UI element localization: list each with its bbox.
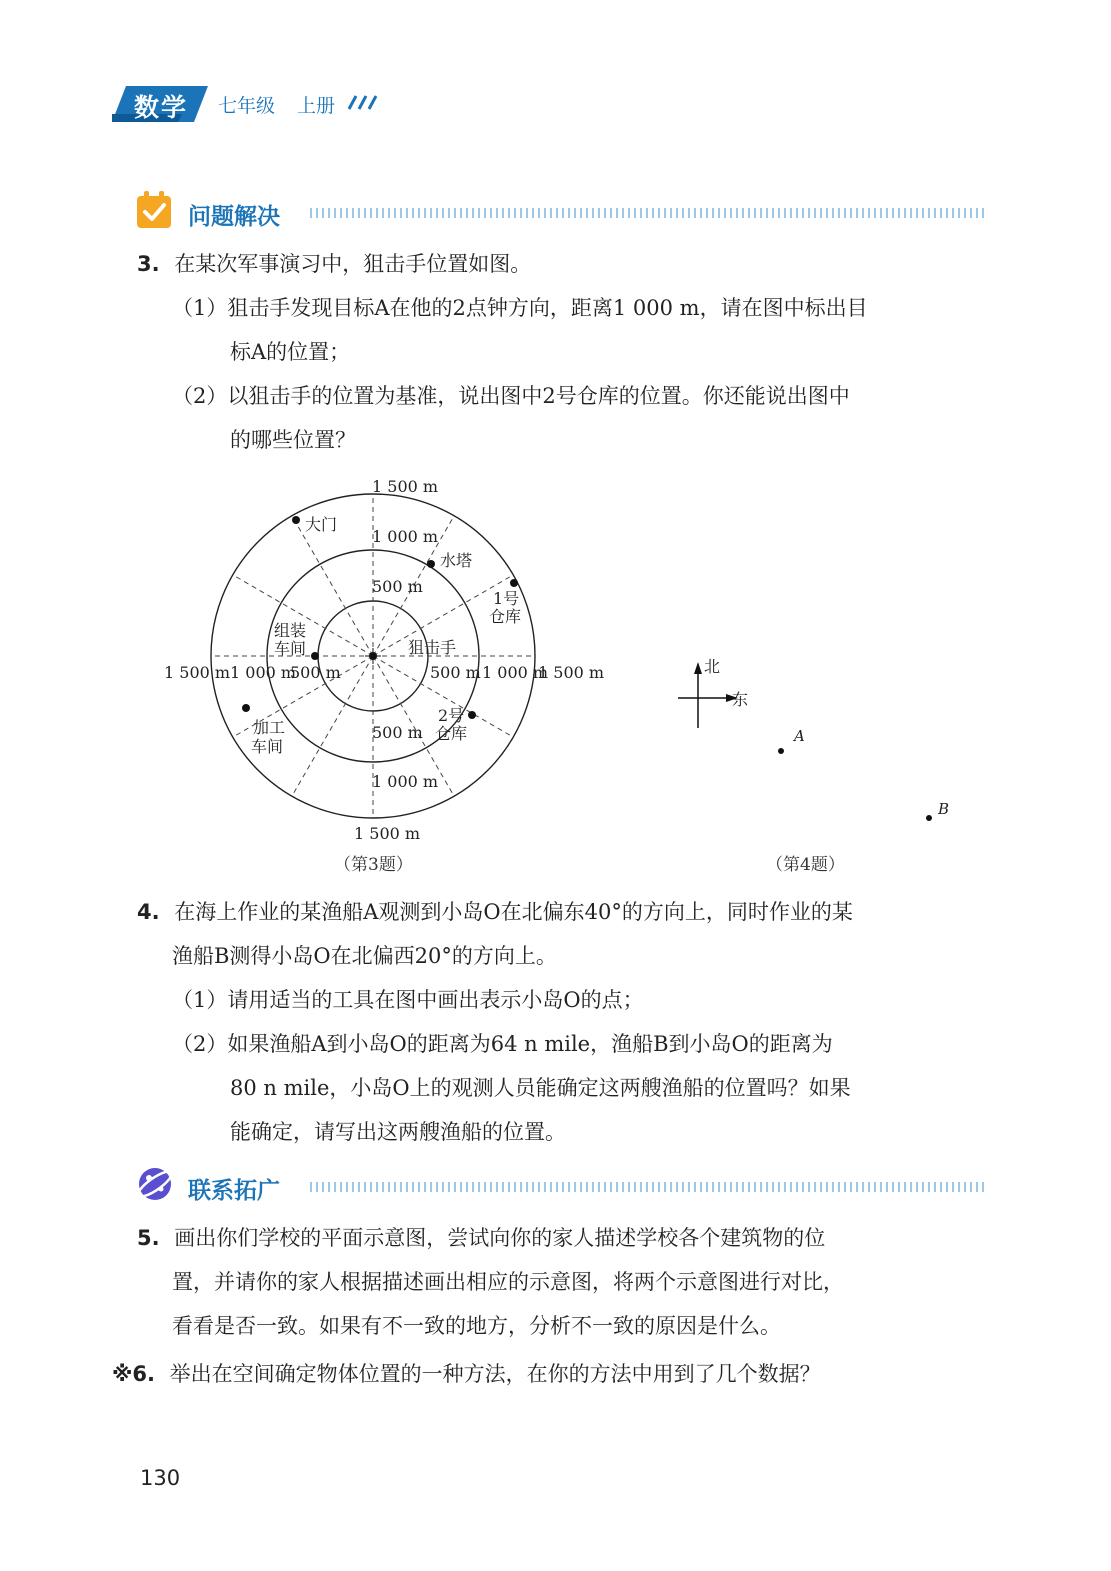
label-process-l1: 加工 (253, 718, 286, 737)
tower-point (427, 560, 435, 568)
label-right-1500: 1 500 m (538, 663, 605, 682)
label-warehouse1-l1: 1号 (493, 589, 520, 608)
q3-part1-line2: 标A的位置； (230, 340, 351, 364)
planet-icon (135, 1164, 175, 1204)
q6-line1: ※6. 举出在空间确定物体位置的一种方法，在你的方法中用到了几个数据？ (112, 1362, 821, 1386)
label-warehouse2-l1: 2号 (438, 706, 465, 725)
label-r500-bottom: 500 m (372, 723, 423, 742)
q6-text-line1: 举出在空间确定物体位置的一种方法，在你的方法中用到了几个数据？ (169, 1362, 821, 1386)
warehouse1-point (510, 579, 518, 587)
label-sniper: 狙击手 (408, 638, 457, 657)
label-point-b: B (938, 800, 950, 818)
label-east: 东 (732, 690, 749, 709)
q3-stem: 在某次军事演习中，狙击手位置如图。 (174, 252, 532, 276)
label-left-1500: 1 500 m (164, 663, 231, 682)
label-r500-top: 500 m (372, 577, 423, 596)
q5-line3: 看看是否一致。如果有不一致的地方，分析不一致的原因是什么。 (172, 1314, 781, 1338)
header-subject: 数学 (134, 93, 189, 122)
section-title-problem-solving: 问题解决 (188, 204, 280, 230)
q3-line: 3. 在某次军事演习中，狙击手位置如图。 (137, 252, 532, 276)
figure-3-caption: （第3题） (334, 855, 413, 875)
header-volume: 上册 (297, 95, 336, 117)
figure-4-diagram (670, 650, 960, 840)
q5-line1: 5. 画出你们学校的平面示意图，尝试向你的家人描述学校各个建筑物的位 (137, 1226, 826, 1250)
label-r1000-top: 1 000 m (372, 527, 439, 546)
q5-line2: 置，并请你的家人根据描述画出相应的示意图，将两个示意图进行对比， (172, 1270, 844, 1294)
figure-4-caption: （第4题） (766, 855, 845, 875)
q5-text-line1: 画出你们学校的平面示意图，尝试向你的家人描述学校各个建筑物的位 (174, 1226, 826, 1250)
label-assembly-l2: 车间 (274, 639, 307, 658)
label-r1500-bottom: 1 500 m (354, 824, 421, 843)
section-title-extension: 联系拓广 (188, 1178, 280, 1204)
q4-number: 4 (137, 900, 152, 924)
q6-number: ※6 (112, 1362, 148, 1386)
slash-decoration-icon (343, 92, 383, 112)
q4-part2-line3: 能确定，请写出这两艘渔船的位置。 (230, 1120, 566, 1144)
label-gate: 大门 (305, 515, 338, 534)
label-right-1000: 1 000 m (482, 663, 549, 682)
label-left-500: 500 m (290, 663, 341, 682)
gate-point (292, 516, 300, 524)
q4-line2: 渔船B测得小岛O在北偏西20°的方向上。 (172, 944, 557, 968)
q4-part2-line2: 80 n mile，小岛O上的观测人员能确定这两艘渔船的位置吗？如果 (230, 1076, 851, 1100)
q3-part2-line2: 的哪些位置？ (230, 428, 356, 452)
point-a-dot (778, 748, 784, 754)
warehouse2-point (468, 711, 476, 719)
label-warehouse1-l2: 仓库 (489, 607, 522, 626)
q4-part2-line1: （2）如果渔船A到小岛O的距离为64 n mile，渔船B到小岛O的距离为 (172, 1032, 833, 1056)
q4-part1: （1）请用适当的工具在图中画出表示小岛O的点； (172, 988, 644, 1012)
q4-line1: 4. 在海上作业的某渔船A观测到小岛O在北偏东40°的方向上，同时作业的某 (137, 900, 853, 924)
figure-3-diagram (150, 470, 620, 850)
q3-part2-line1: （2）以狙击手的位置为基准，说出图中2号仓库的位置。你还能说出图中 (172, 384, 850, 408)
section-divider (310, 207, 986, 219)
page-number: 130 (140, 1466, 181, 1490)
calendar-check-icon (135, 190, 175, 230)
label-left-1000: 1 000 m (230, 663, 297, 682)
label-north: 北 (704, 657, 721, 676)
header-grade: 七年级 (218, 95, 276, 117)
label-point-a: A (794, 727, 805, 745)
q3-number: 3 (137, 252, 152, 276)
q5-number: 5 (137, 1226, 152, 1250)
section-divider-2 (310, 1181, 986, 1193)
label-warehouse2-l2: 仓库 (435, 724, 468, 743)
label-r1500-top: 1 500 m (372, 477, 439, 496)
assembly-point (311, 652, 319, 660)
label-process-l2: 车间 (251, 737, 284, 756)
point-b-dot (926, 815, 932, 821)
q4-text-line1: 在海上作业的某渔船A观测到小岛O在北偏东40°的方向上，同时作业的某 (174, 900, 853, 924)
label-tower: 水塔 (440, 551, 473, 570)
label-right-500: 500 m (430, 663, 481, 682)
label-r1000-bottom: 1 000 m (372, 772, 439, 791)
q3-part1-line1: （1）狙击手发现目标A在他的2点钟方向，距离1 000 m，请在图中标出目 (172, 296, 868, 320)
label-assembly-l1: 组装 (274, 621, 307, 640)
process-point (242, 704, 250, 712)
